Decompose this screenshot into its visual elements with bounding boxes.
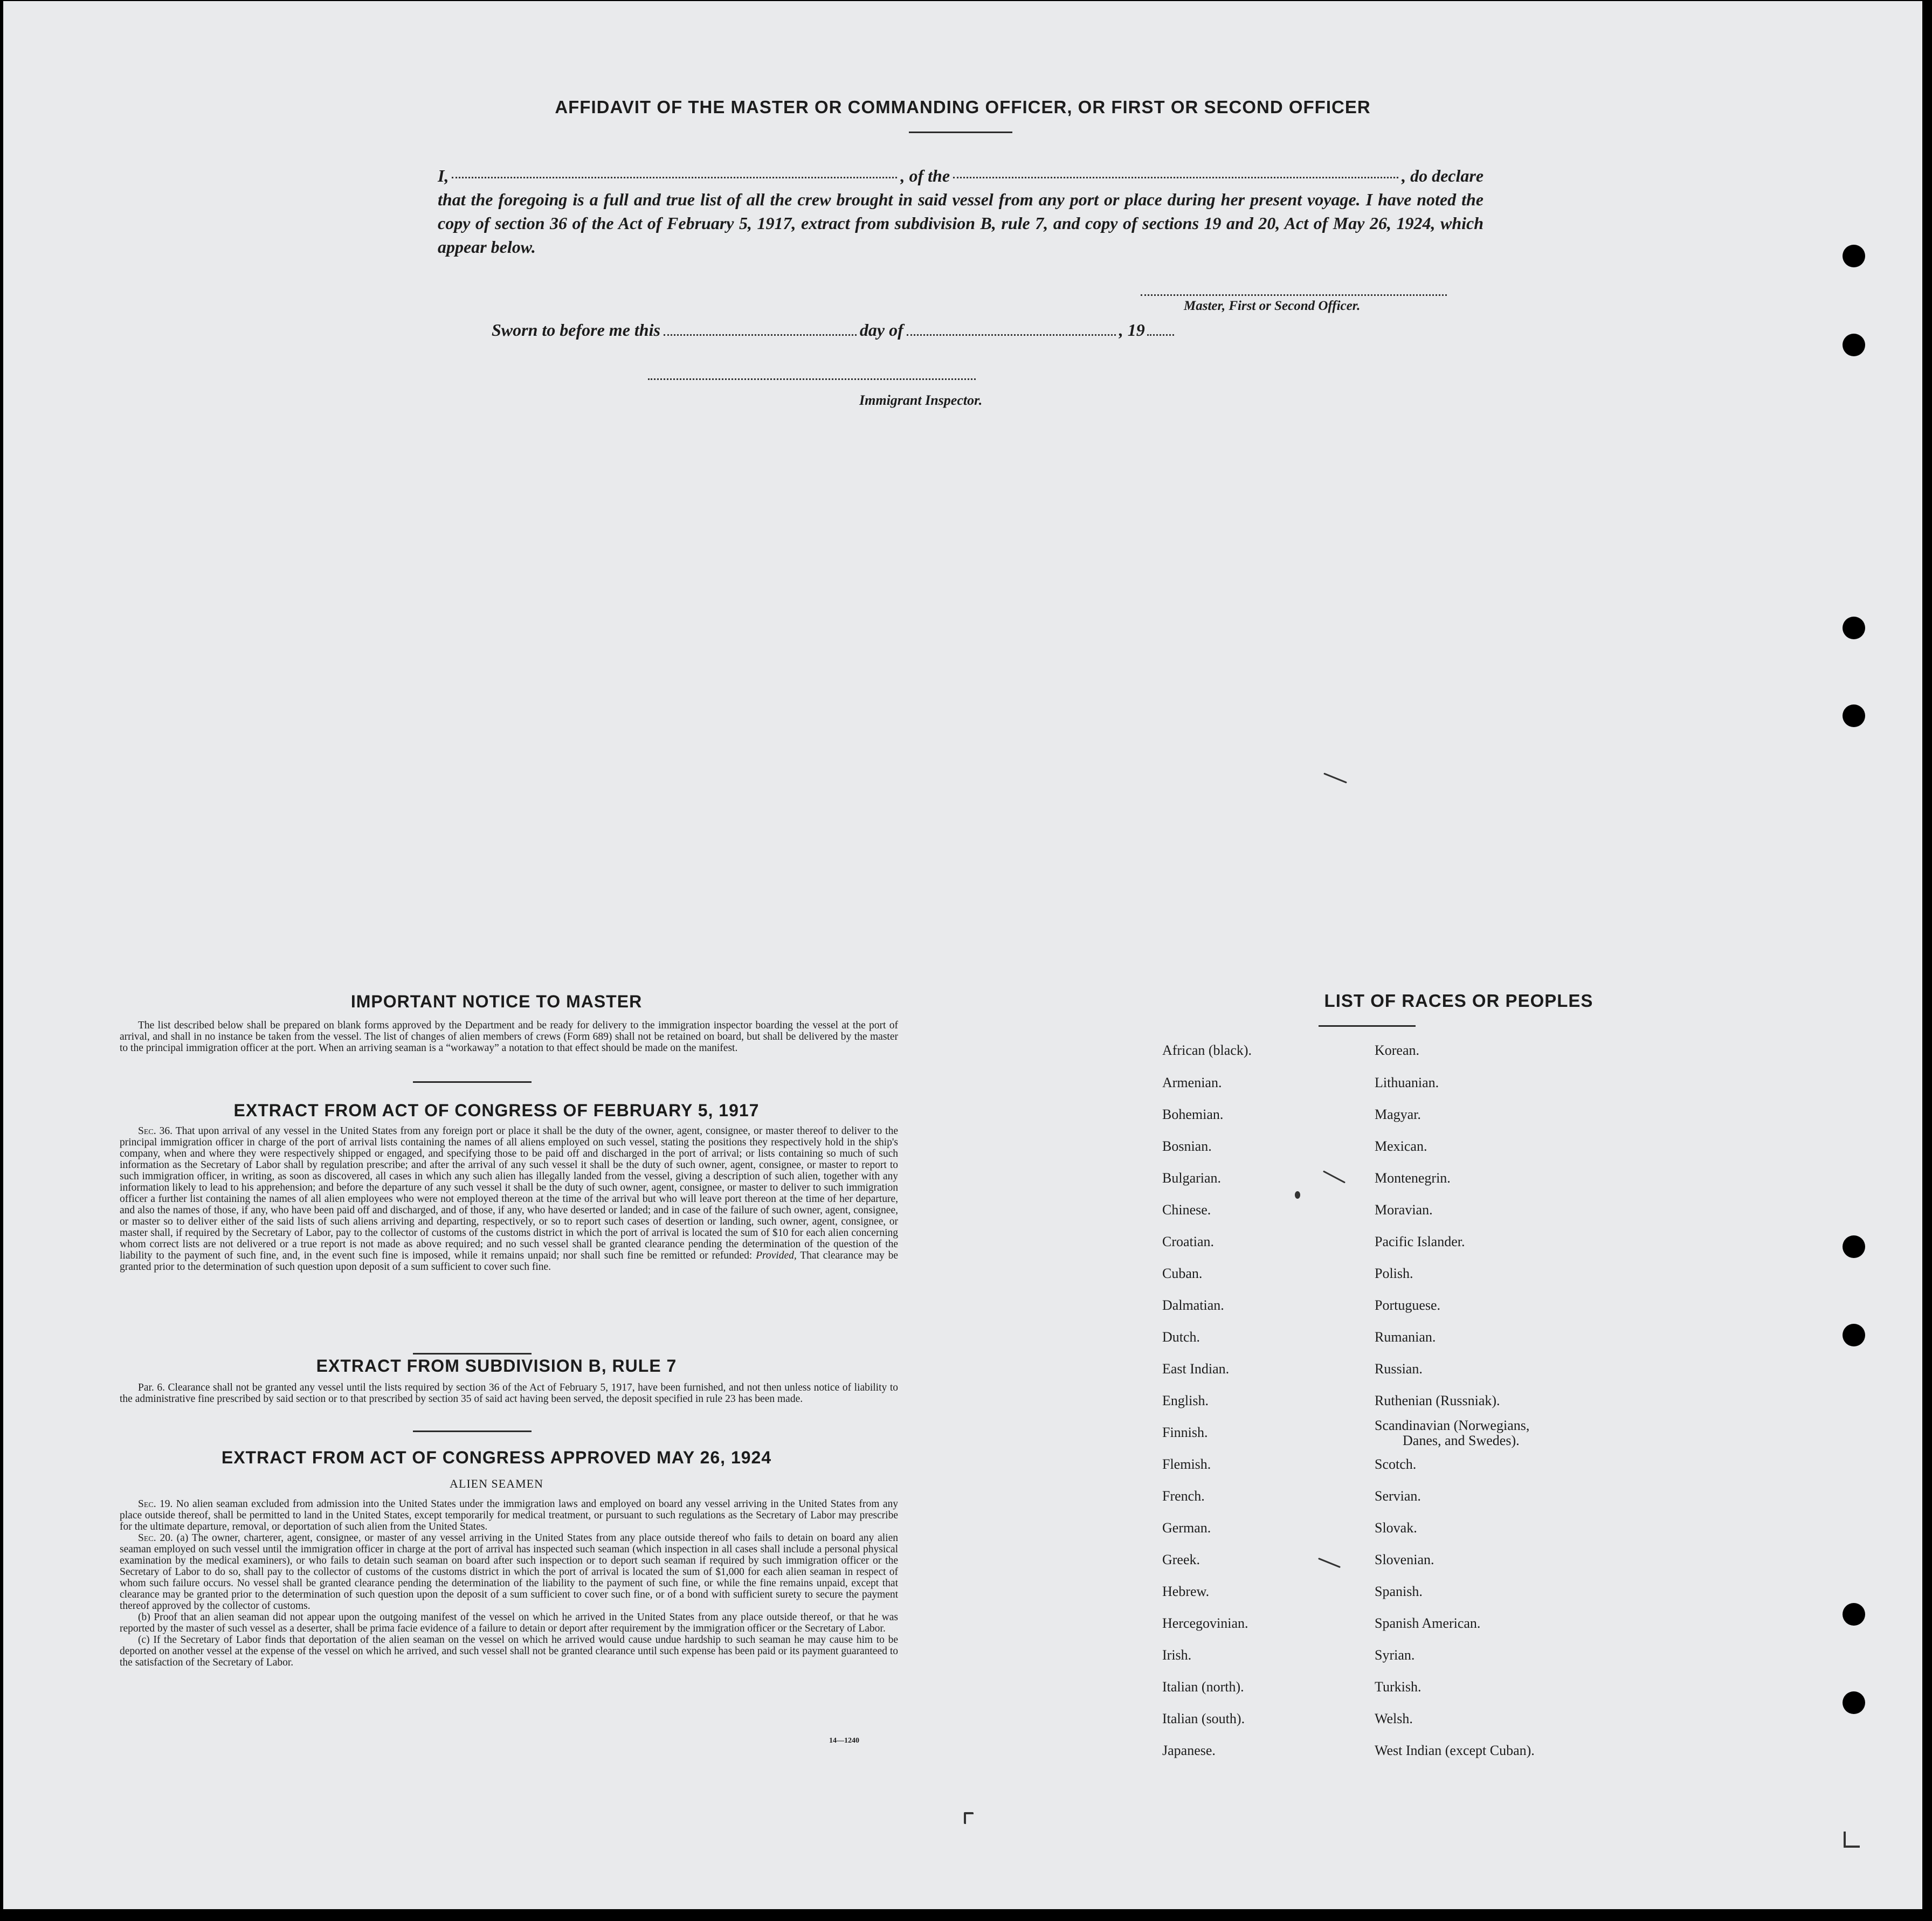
race-item: West Indian (except Cuban). bbox=[1375, 1743, 1535, 1758]
binder-hole bbox=[1843, 704, 1865, 727]
sworn-label: Sworn to before me this bbox=[492, 320, 660, 340]
day-field[interactable] bbox=[664, 334, 857, 336]
race-item: Greek. bbox=[1162, 1552, 1200, 1567]
races-divider bbox=[1319, 1025, 1416, 1027]
race-item: Montenegrin. bbox=[1375, 1170, 1451, 1186]
race-item: Turkish. bbox=[1375, 1679, 1422, 1695]
race-item: African (black). bbox=[1162, 1042, 1252, 1058]
race-item: Croatian. bbox=[1162, 1234, 1215, 1249]
race-item: Pacific Islander. bbox=[1375, 1234, 1465, 1249]
race-item: English. bbox=[1162, 1393, 1209, 1408]
extract-1924-title: EXTRACT FROM ACT OF CONGRESS APPROVED MAY 26, 1924 bbox=[221, 1448, 772, 1467]
stray-mark bbox=[964, 1812, 974, 1824]
binder-hole bbox=[1843, 617, 1865, 639]
i-label: I, bbox=[438, 166, 449, 185]
section-20-label: Sec. 20. bbox=[138, 1532, 173, 1544]
race-item: French. bbox=[1162, 1488, 1205, 1504]
race-item: Irish. bbox=[1162, 1647, 1192, 1663]
races-title: LIST OF RACES OR PEOPLES bbox=[1324, 991, 1593, 1011]
binder-hole bbox=[1843, 1235, 1865, 1258]
race-item: Ruthenian (Russniak). bbox=[1375, 1393, 1500, 1408]
race-item: Italian (north). bbox=[1162, 1679, 1244, 1695]
race-item: Dutch. bbox=[1162, 1329, 1200, 1345]
race-item: Russian. bbox=[1375, 1361, 1423, 1377]
sworn-line bbox=[492, 320, 1174, 340]
race-item: Armenian. bbox=[1162, 1075, 1222, 1090]
race-item: Mexican. bbox=[1375, 1138, 1427, 1154]
binder-hole bbox=[1843, 1603, 1865, 1626]
notice-body bbox=[120, 1020, 898, 1054]
race-item: Spanish American. bbox=[1375, 1615, 1481, 1631]
extract-rule7-title: EXTRACT FROM SUBDIVISION B, RULE 7 bbox=[316, 1356, 677, 1376]
race-item: Finnish. bbox=[1162, 1425, 1208, 1440]
affidavit-text bbox=[438, 164, 1484, 259]
race-item: Scandinavian (Norwegians, bbox=[1375, 1418, 1530, 1433]
extract-rule7-body bbox=[120, 1382, 898, 1405]
race-item: Italian (south). bbox=[1162, 1711, 1245, 1726]
race-item: Rumanian. bbox=[1375, 1329, 1436, 1345]
race-item: Chinese. bbox=[1162, 1202, 1211, 1218]
day-of-label: day of bbox=[859, 320, 903, 340]
race-item: Flemish. bbox=[1162, 1456, 1211, 1472]
race-item: Polish. bbox=[1375, 1266, 1413, 1281]
year-label: , 19 bbox=[1119, 320, 1145, 340]
section-divider bbox=[413, 1353, 532, 1355]
race-item: Scotch. bbox=[1375, 1456, 1417, 1472]
section-36-text-end: That clearance may be granted prior to the determination of such question upon deposit of a sum sufficient to cover such fine. bbox=[120, 1250, 899, 1273]
binder-hole bbox=[1843, 245, 1865, 267]
year-field[interactable] bbox=[1147, 334, 1174, 336]
section-19-label: Sec. 19. bbox=[138, 1498, 173, 1510]
stray-mark bbox=[1323, 772, 1347, 783]
section-36-paragraph bbox=[120, 1125, 898, 1273]
race-item: Hercegovinian. bbox=[1162, 1615, 1248, 1631]
race-item: Dalmatian. bbox=[1162, 1297, 1224, 1313]
title-divider bbox=[909, 132, 1012, 133]
affidavit-title: AFFIDAVIT OF THE MASTER OR COMMANDING OFFICER, OR FIRST OR SECOND OFFICER bbox=[555, 97, 1371, 117]
race-item: Slovak. bbox=[1375, 1520, 1417, 1536]
alien-seamen-subtitle: ALIEN SEAMEN bbox=[450, 1477, 543, 1490]
race-item: Syrian. bbox=[1375, 1647, 1415, 1663]
section-20a-text: (a) The owner, charterer, agent, consignee, or master of any vessel arriving in the United States from any place outside thereof who fails to detain on board any alien seaman employed on such vessel until the immigration officer in charge at the port of arrival has inspected such seaman (which inspection in all cases shall include a personal physical examination by the medical examiners), or who fails to detain such seaman on board after such inspection or to deport such seaman if required by such immigration officer or the Secretary of Labor to do so, shall pay to the collector of customs of the customs district in which the port of arrival is located the sum of $1,000 for each alien seaman in respect of whom such failure occurs. No vessel shall be granted clearance pending the determination of the liability to the payment of such fine, or while the fine remains unpaid, except that clearance may be granted prior to the determination of such question upon the deposit of a sum sufficient to cover such fine, or of a bond with sufficient surety to secure the payment thereof approved by the collector of customs. bbox=[120, 1532, 899, 1612]
section-19-text: No alien seaman excluded from admission into the United States under the immigration laws and employed on board any vessel arriving in the United States from any place outside thereof, shall be permitted to land in the United States, except temporarily for medical treatment, or pursuant to such regulations as the Secretary of Labor may prescribe for the ultimate departure, removal, or deportation of such alien from the United States. bbox=[120, 1498, 898, 1532]
race-item: Cuban. bbox=[1162, 1266, 1203, 1281]
section-divider bbox=[413, 1431, 532, 1432]
signature-field[interactable] bbox=[1141, 294, 1447, 296]
inspector-signature-field[interactable] bbox=[648, 378, 976, 380]
race-item: German. bbox=[1162, 1520, 1211, 1536]
month-field[interactable] bbox=[907, 334, 1116, 336]
race-item: Servian. bbox=[1375, 1488, 1421, 1504]
binder-hole bbox=[1843, 1324, 1865, 1346]
section-20b-paragraph: (b) Proof that an alien seaman did not appear upon the outgoing manifest of the vessel on which he arrived in the United States from any place outside thereof, or that he was reported by the master of such vessel as a deserter, shall be prima facie evidence of a failure to detain or deport after requirement by the immigration officer or the Secretary of Labor. bbox=[120, 1612, 898, 1634]
form-number: 14—1240 bbox=[829, 1737, 859, 1745]
section-19-paragraph bbox=[120, 1498, 898, 1532]
declarant-name-field[interactable] bbox=[452, 177, 897, 178]
binder-hole bbox=[1843, 1691, 1865, 1714]
stray-mark bbox=[1844, 1832, 1860, 1848]
affidavit-body: that the foregoing is a full and true list of all the crew brought in said vessel from any port or place during her present voyage. I have noted the copy of section 36 of the Act of February 5, 1917, extract from subdivision B, rule 7, and copy of sections 19 and 20, Act of May 26, 1924, which appear below. bbox=[438, 190, 1484, 257]
inspector-label: Immigrant Inspector. bbox=[859, 392, 983, 408]
race-item: Hebrew. bbox=[1162, 1584, 1210, 1599]
vessel-name-field[interactable] bbox=[953, 177, 1398, 178]
stray-mark bbox=[1318, 1558, 1341, 1568]
stray-mark bbox=[1295, 1191, 1300, 1199]
do-declare-label: , do declare bbox=[1402, 166, 1484, 185]
extract-1917-title: EXTRACT FROM ACT OF CONGRESS OF FEBRUARY 5, 1917 bbox=[233, 1101, 760, 1120]
declarant-line bbox=[438, 164, 1484, 188]
race-item: Portuguese. bbox=[1375, 1297, 1441, 1313]
extract-1917-body bbox=[120, 1125, 898, 1273]
race-item: East Indian. bbox=[1162, 1361, 1230, 1377]
section-36-text: That upon arrival of any vessel in the United States from any foreign port or place it shall be the duty of the owner, agent, consignee, or master thereof to deliver to the principal immigration officer in charge of the port of arrival lists containing the names of all aliens employed on such vessel, stating the positions they respectively hold in the ship's company, when and where they were respectively shipped or engaged, and specifying those to be paid off and discharged in the port of arrival; or lists containing so much of such information as the Secretary of Labor shall by regulation prescribe; and after the arrival of any such vessel it shall be the duty of such owner, agent, consignee, or master to report to such immigration officer, in writing, as soon as discovered, all cases in which any such alien has illegally landed from the vessel, giving a description of such alien, together with any information likely to lead to his apprehension; and before the departure of any such vessel it shall be the duty of such owner, agent, consignee, or master to deliver to such immigration officer a further list containing the names of all alien employees who were not employed thereon at the time of the arrival but who will leave port thereon at the time of her departure, and also the names of those, if any, who have been paid off and discharged, and of those, if any, who have deserted or landed; and in case of the failure of such owner, agent, consignee, or master so to deliver either of the said lists of such aliens arriving and departing, respectively, or so to report such cases of desertion or landing, such owner, agent, consignee, or master shall, if required by the Secretary of Labor, pay to the collector of customs of the customs district in which the port of arrival is located the sum of $10 for each alien concerning whom correct lists are not delivered or a true report is not made as above required; and no such vessel shall be granted clearance pending the determination of the question of the liability to the payment of such fine, and, in the event such fine is imposed, while it remains unpaid; nor shall such fine be remitted or refunded: bbox=[120, 1125, 898, 1261]
section-36-label: Sec. 36. bbox=[138, 1125, 173, 1137]
of-the-label: , of the bbox=[900, 166, 950, 185]
section-20a-paragraph bbox=[120, 1532, 898, 1612]
section-divider bbox=[413, 1081, 532, 1083]
stray-mark bbox=[1323, 1170, 1346, 1183]
race-item: Spanish. bbox=[1375, 1584, 1423, 1599]
race-item: Moravian. bbox=[1375, 1202, 1433, 1218]
race-item: Welsh. bbox=[1375, 1711, 1413, 1726]
notice-paragraph: The list described below shall be prepared on blank forms approved by the Department and be ready for delivery to the immigration inspector boarding the vessel at the port of arrival, and shall in no instance be taken from the vessel. The list of changes of alien members of crews (Form 689) shall not be retained on board, but shall be delivered by the master to the principal immigration officer at the port. When an arriving seaman is a “workaway” a notation to that effect should be made on the manifest. bbox=[120, 1020, 898, 1054]
binder-hole bbox=[1843, 334, 1865, 356]
document-page bbox=[3, 1, 1922, 1909]
notice-title: IMPORTANT NOTICE TO MASTER bbox=[350, 992, 643, 1011]
race-item: Slovenian. bbox=[1375, 1552, 1434, 1567]
race-item: Bosnian. bbox=[1162, 1138, 1212, 1154]
race-item: Japanese. bbox=[1162, 1743, 1216, 1758]
provided-label: Provided, bbox=[756, 1250, 797, 1261]
race-item: Bulgarian. bbox=[1162, 1170, 1222, 1186]
race-item: Korean. bbox=[1375, 1042, 1420, 1058]
race-item: Lithuanian. bbox=[1375, 1075, 1439, 1090]
race-item: Magyar. bbox=[1375, 1107, 1421, 1122]
race-item-continuation: Danes, and Swedes). bbox=[1403, 1433, 1520, 1448]
section-20c-paragraph: (c) If the Secretary of Labor finds that deportation of the alien seaman on the vessel on which he arrived would cause undue hardship to such seaman he may cause him to be deported on another vessel at the expense of the vessel on which he arrived, and such vessel shall not be granted clearance until such expense has been paid or its payment guaranteed to the satisfaction of the Secretary of Labor. bbox=[120, 1634, 898, 1668]
signature-label: Master, First or Second Officer. bbox=[1184, 299, 1361, 313]
extract-1924-body bbox=[120, 1498, 898, 1668]
rule7-paragraph: Par. 6. Clearance shall not be granted any vessel until the lists required by section 36 of the Act of February 5, 1917, have been furnished, and not then unless notice of liability to the administrative fine prescribed by said section or to that prescribed by section 35 of said act having been served, the deposit specified in rule 23 has been made. bbox=[120, 1382, 898, 1405]
race-item: Bohemian. bbox=[1162, 1107, 1224, 1122]
